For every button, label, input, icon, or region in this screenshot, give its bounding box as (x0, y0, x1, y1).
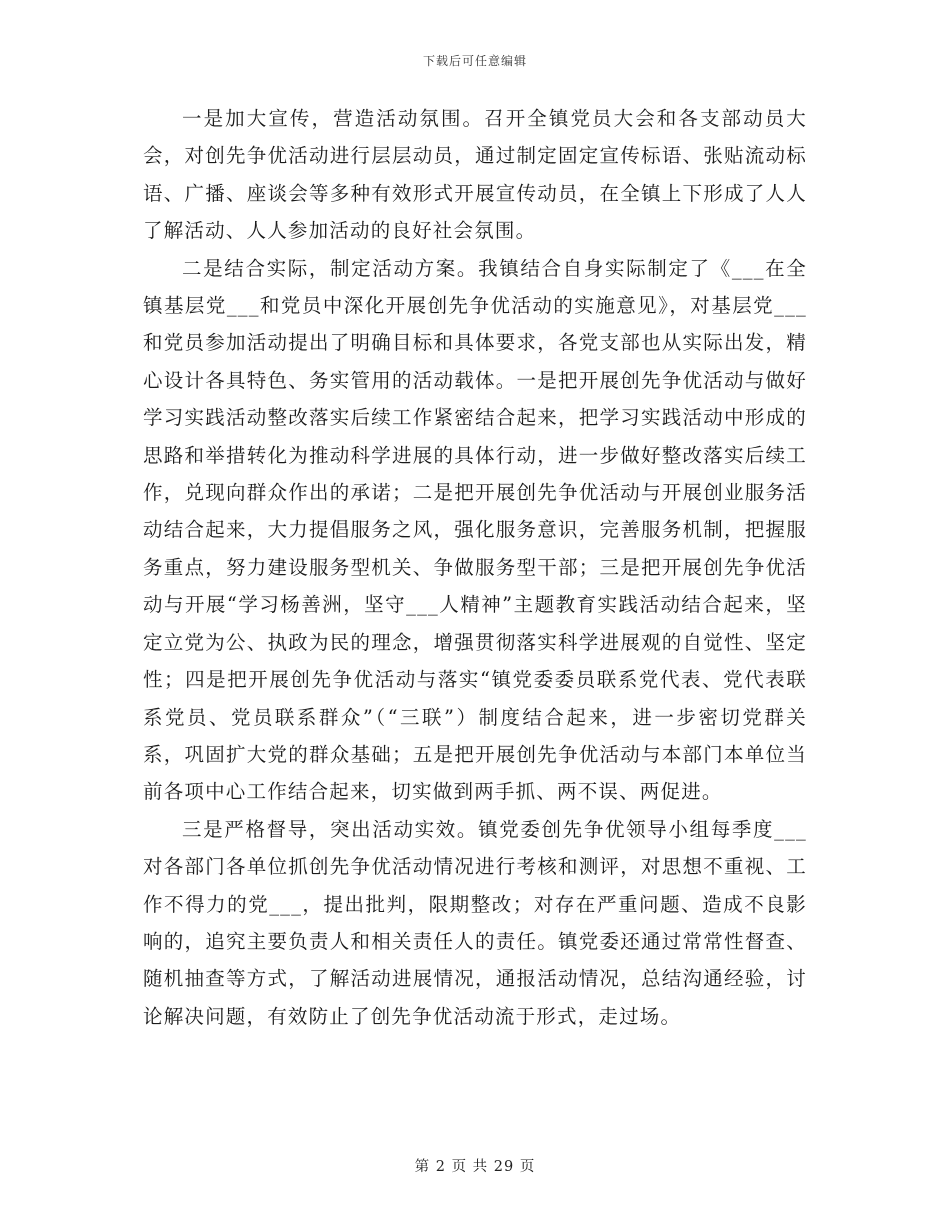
page-header: 下载后可任意编辑 (422, 54, 527, 68)
page-number-footer: 第 2 页 共 29 页 (414, 1159, 536, 1175)
document-body (143, 100, 807, 1035)
paragraph-activity-plan: 二是结合实际，制定活动方案。我镇结合自身实际制定了《___在全镇基层党___和党员中深化开展创先争优活动的实施意见》，对基层党___和党员参加活动提出了明确目标和具体要求，各党支部也从实际出发，精心设计各具特色、务实管用的活动载体。一是把开展创先争优活动与做好学习实践活动整改落实后续工作紧密结合起来，把学习实践活动中形成的思路和举措转化为推动科学进展的具体行动，进一步做好整改落实后续工作，兑现向群众作出的承诺；二是把开展创先争优活动与开展创业服务活动结合起来，大力提倡服务之风，强化服务意识，完善服务机制，把握服务重点，努力建设服务型机关、争做服务型干部；三是把开展创先争优活动与开展“学习杨善洲，坚守___人精神”主题教育实践活动结合起来，坚定立党为公、执政为民的理念，增强贯彻落实科学进展观的自觉性、坚定性；四是把开展创先争优活动与落实“镇党委委员联系党代表、党代表联系党员、党员联系群众”（“三联”）制度结合起来，进一步密切党群关系，巩固扩大党的群众基础；五是把开展创先争优活动与本部门本单位当前各项中心工作结合起来，切实做到两手抓、两不误、两促进。 (143, 256, 807, 804)
paragraph-supervision: 三是严格督导，突出活动实效。镇党委创先争优领导小组每季度___对各部门各单位抓创先争优活动情况进行考核和测评，对思想不重视、工作不得力的党___，提出批判，限期整改；对存在严重问题、造成不良影响的，追究主要负责人和相关责任人的责任。镇党委还通过常常性督查、随机抽查等方式，了解活动进展情况，通报活动情况，总结沟通经验，讨论解决问题，有效防止了创先争优活动流于形式，走过场。 (143, 817, 807, 1028)
paragraph-publicity: 一是加大宣传，营造活动氛围。召开全镇党员大会和各支部动员大会，对创先争优活动进行层层动员，通过制定固定宣传标语、张贴流动标语、广播、座谈会等多种有效形式开展宣传动员，在全镇上下形成了人人了解活动、人人参加活动的良好社会氛围。 (143, 107, 807, 243)
